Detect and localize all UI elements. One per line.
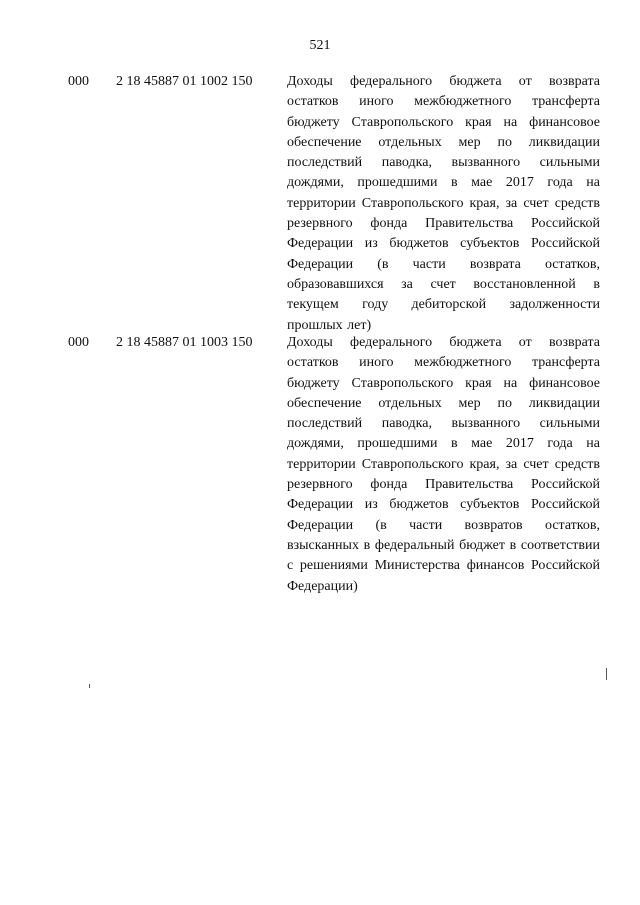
page-number: 521 (309, 38, 331, 53)
budget-classification-code: 2 18 45887 01 1003 150 (116, 335, 253, 350)
administrator-code: 000 (68, 74, 89, 89)
scan-artifact (606, 668, 607, 680)
administrator-code: 000 (68, 335, 89, 350)
scan-artifact (89, 684, 90, 688)
revenue-description: Доходы федерального бюджета от возврата остатков иного межбюджетного трансферта бюджету Ставропольского края на финансовое обеспечение отдельных мер по ликвидации последствий паводка, вызванного сильными дождями, прошедшими в мае 2017 года на территории Ставропольского края, за счет средств резервного фонда Правительства Российской Федерации из бюджетов субъектов Российской Федерации (в части возвратов остатков, взысканных в федеральный бюджет в соответствии с решениями Министерства финансов Российской Федерации) (287, 335, 600, 594)
budget-classification-code: 2 18 45887 01 1002 150 (116, 74, 253, 89)
revenue-description: Доходы федерального бюджета от возврата остатков иного межбюджетного трансферта бюджету Ставропольского края на финансовое обеспечение отдельных мер по ликвидации последствий паводка, вызванного сильными дождями, прошедшими в мае 2017 года на территории Ставропольского края, за счет средств резервного фонда Правительства Российской Федерации из бюджетов субъектов Российской Федерации (в части возврата остатков, образовавшихся за счет восстановленной в текущем году дебиторской задолженности прошлых лет) (287, 74, 600, 333)
